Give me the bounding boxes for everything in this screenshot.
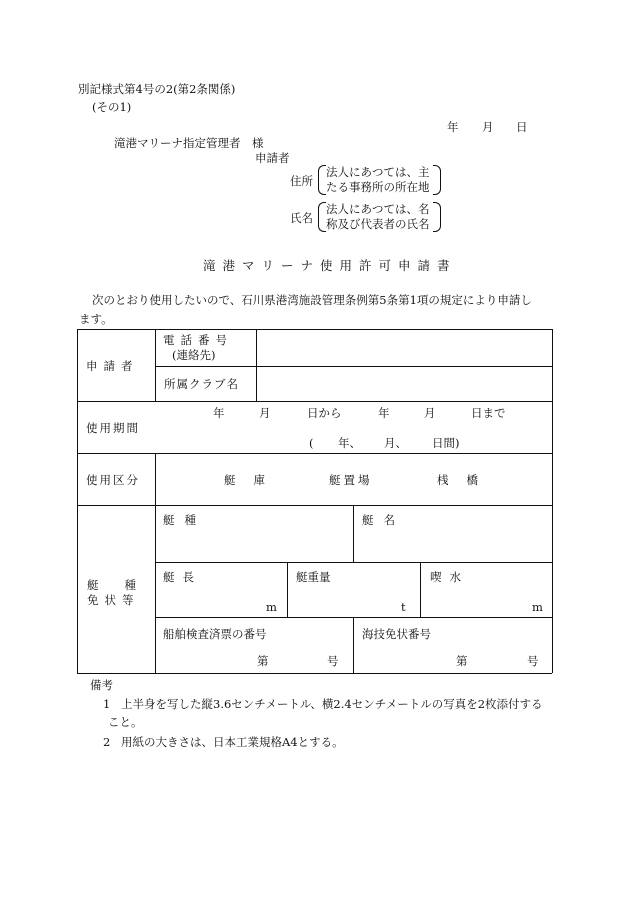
weight-label: 艇重量 [296, 570, 331, 584]
duration-year: 年、 [338, 436, 361, 450]
address-label: 住所 [290, 174, 313, 188]
boat-header-line1: 艇 種 [87, 578, 137, 592]
license-go: 号 [527, 654, 539, 668]
note-2-number: 2 [103, 735, 111, 749]
form-number: 別記様式第4号の2(第2条関係) [78, 82, 236, 96]
applicant-header: 申請者 [86, 359, 139, 373]
sub-number: (その1) [92, 100, 132, 114]
note-1-line2: こと。 [108, 715, 143, 729]
addressee: 滝港マリーナ指定管理者 様 [114, 136, 264, 150]
inspection-dai: 第 [257, 654, 269, 668]
address-bracket-left [318, 165, 326, 195]
document-title: 滝港マリーナ使用許可申請書 [203, 258, 457, 273]
note-1-line1: 上半身を写した縦3.6センチメートル、横2.4センチメートルの写真を2枚添付する [121, 697, 543, 711]
applicant-label: 申請者 [255, 151, 290, 165]
phone-label: 電話番号 [163, 333, 233, 347]
length-label: 艇長 [163, 570, 202, 584]
inspection-label: 船舶検査済票の番号 [163, 627, 267, 641]
note-1-number: 1 [103, 697, 111, 711]
name-label: 氏名 [290, 211, 313, 225]
boat-header-line2: 免状等 [87, 593, 140, 607]
duration-open: ( [309, 436, 314, 450]
category-boat-yard: 艇置場 [329, 473, 373, 487]
note-2-text: 用紙の大きさは、日本工業規格A4とする。 [121, 735, 344, 749]
intro-line2: ます。 [79, 312, 113, 326]
period-year2: 年 [378, 406, 390, 420]
address-note-line2: たる事務所の所在地 [326, 180, 430, 194]
draft-unit: m [532, 600, 543, 614]
category-pier: 桟橋 [437, 473, 496, 487]
intro-line1: 次のとおり使用したいので、石川県港湾施設管理条例第5条第1項の規定により申請し [92, 293, 532, 307]
date-month: 月 [482, 120, 494, 134]
address-note-line1: 法人にあつては、主 [326, 165, 430, 179]
period-year1: 年 [213, 406, 225, 420]
name-bracket-right [433, 202, 441, 232]
date-day: 日 [516, 120, 528, 134]
phone-sub-label: (連絡先) [172, 348, 216, 362]
boat-name-label: 艇名 [362, 513, 405, 527]
weight-unit: t [401, 600, 406, 614]
club-label: 所属クラブ名 [164, 377, 239, 391]
boat-type-label: 艇種 [163, 513, 206, 527]
date-year: 年 [447, 120, 459, 134]
period-month2: 月 [424, 406, 436, 420]
category-header: 使用区分 [86, 473, 140, 487]
category-boathouse: 艇庫 [224, 473, 283, 487]
duration-day: 日間) [432, 436, 460, 450]
license-dai: 第 [456, 654, 468, 668]
period-from: 日から [307, 406, 342, 420]
draft-label: 喫水 [430, 570, 469, 584]
address-bracket-right [433, 165, 441, 195]
duration-month: 月、 [384, 436, 407, 450]
length-unit: m [266, 600, 277, 614]
period-to: 日まで [471, 406, 506, 420]
period-month1: 月 [259, 406, 271, 420]
period-header: 使用期間 [86, 421, 140, 435]
license-label: 海技免状番号 [362, 627, 431, 641]
name-note-line1: 法人にあつては、名 [326, 202, 430, 216]
name-bracket-left [318, 202, 326, 232]
name-note-line2: 称及び代表者の氏名 [326, 217, 430, 231]
notes-heading: 備考 [90, 678, 113, 692]
inspection-go: 号 [327, 654, 339, 668]
